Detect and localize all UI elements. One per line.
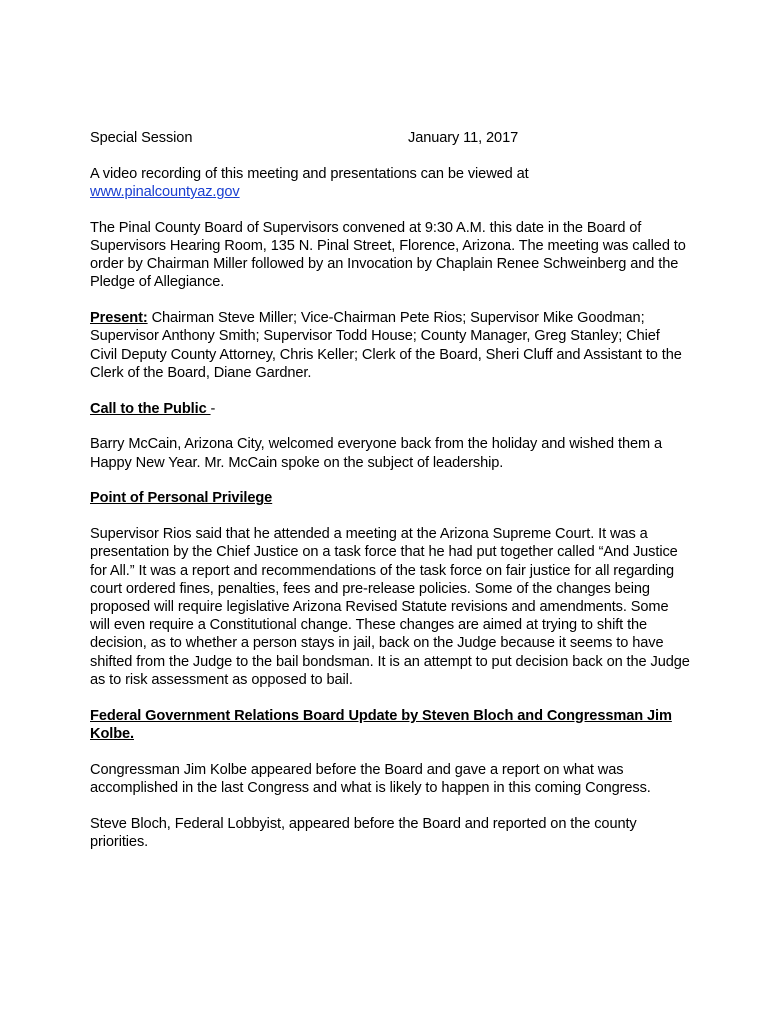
call-to-public-heading [90,400,690,418]
website-link[interactable]: www.pinalcountyaz.gov [90,183,240,200]
video-note-text: A video recording of this meeting and presentations can be viewed at [90,165,529,182]
personal-privilege-body: Supervisor Rios said that he attended a meeting at the Arizona Supreme Court. It was a presentation by the Chief Justice on a task force that he had put together called “And Justice for All.” It was a report and recommendations of the task force on fair justice for all regarding court ordered fines, penalties, fees and pre-release policies. Some of the changes being proposed will require legislative Arizona Revised Statute revisions and amendments. Some will even require a Constitutional change. These changes are aimed at trying to shift the decision, as to whether a person stays in jail, back on the Judge because it seems to have shifted from the Judge to the bail bondsman. It is an attempt to put decision back on the Judge as to risk assessment as opposed to bail. [90,526,690,688]
present-paragraph [90,309,690,382]
federal-update-heading [90,707,690,743]
session-type: Special Session [90,130,193,146]
call-to-public-dash: - [210,400,216,417]
present-text: Chairman Steve Miller; Vice-Chairman Pete Rios; Supervisor Mike Goodman; Supervisor Anthony Smith; Supervisor Todd House; County Manager, Greg Stanley; Chief Civil Deputy County Attorney, Chris Keller; Clerk of the Board, Sheri Cluff and Assistant to the Clerk of the Board, Diane Gardner. [90,310,682,381]
minutes-page [90,129,690,869]
federal-update-kolbe: Congressman Jim Kolbe appeared before the Board and gave a report on what was accomplished in the last Congress and what is likely to happen in this coming Congress. [90,761,651,796]
call-to-public-body: Barry McCain, Arizona City, welcomed everyone back from the holiday and wished them a Happy New Year. Mr. McCain spoke on the subject of leadership. [90,436,663,471]
video-note [90,165,690,201]
header-row [90,129,690,147]
personal-privilege-heading [90,489,690,507]
call-to-public-heading-text: Call to the Public [90,400,211,417]
federal-update-heading-text: Federal Government Relations Board Update by Steven Bloch and Congressman Jim Kolbe. [90,707,672,742]
federal-update-bloch: Steve Bloch, Federal Lobbyist, appeared before the Board and reported on the county priorities. [90,815,637,850]
personal-privilege-heading-text: Point of Personal Privilege [90,490,273,507]
convened-paragraph: The Pinal County Board of Supervisors convened at 9:30 A.M. this date in the Board of Supervisors Hearing Room, 135 N. Pinal Street, Florence, Arizona. The meeting was called to order by Chairman Miller followed by an Invocation by Chaplain Renee Schweinberg and the Pledge of Allegiance. [90,219,686,291]
meeting-date: January 11, 2017 [408,130,519,146]
present-label: Present: [90,310,148,327]
